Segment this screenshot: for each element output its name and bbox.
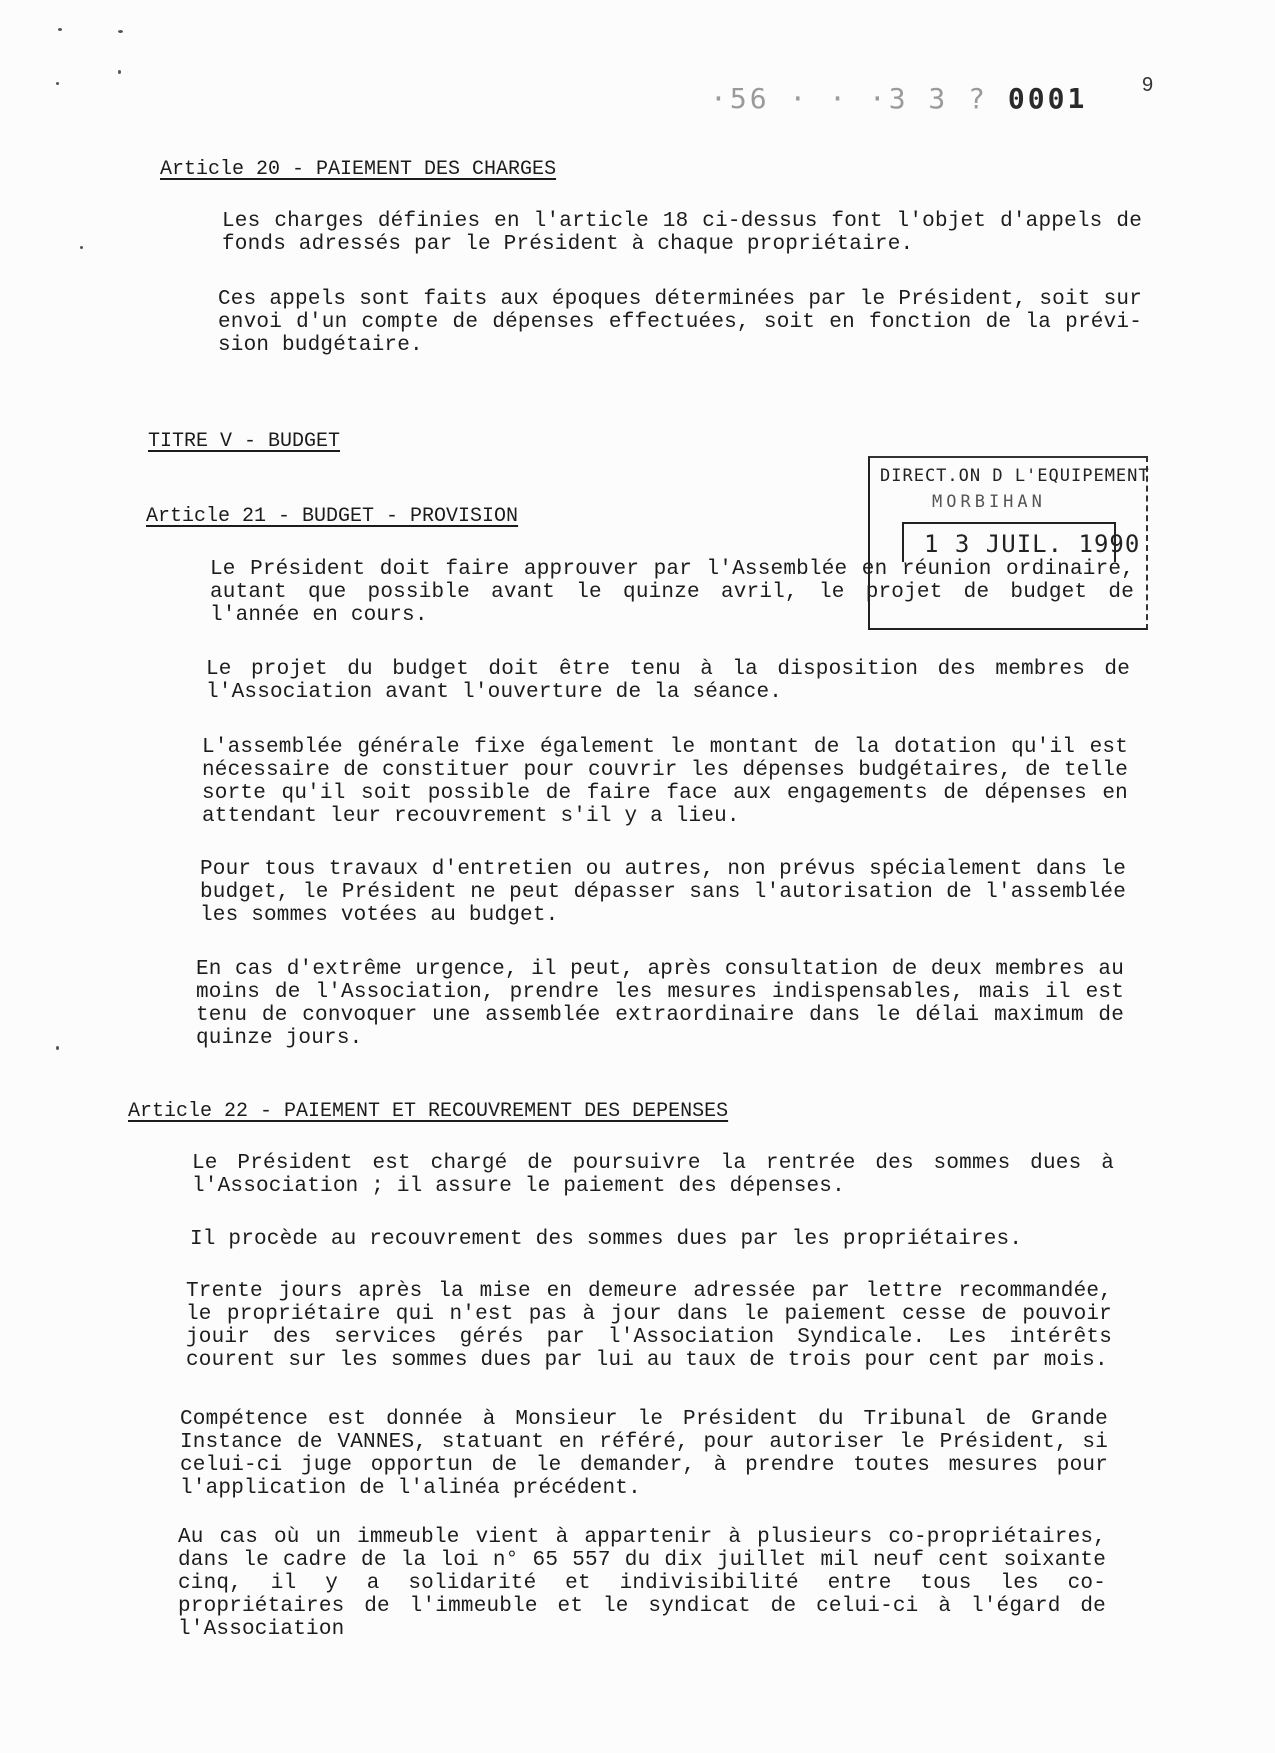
titre-v-title: TITRE V - BUDGET bbox=[148, 430, 341, 453]
scan-speck bbox=[118, 70, 121, 74]
scan-speck bbox=[58, 28, 62, 31]
reference-code-faded: ·56 · · ·3 3 ? bbox=[710, 82, 989, 115]
article-21-paragraph: Le Président doit faire approuver par l'Assemblée en réunion ordinaire, autant que possible avant le quinze avril, le projet de budget de l'année en cours. bbox=[210, 558, 1134, 627]
page-number: 9 bbox=[1142, 74, 1154, 96]
article-22-paragraph: Le Président est chargé de poursuivre la rentrée des sommes dues à l'Association ; il assure le paiement des dépenses. bbox=[192, 1152, 1114, 1198]
article-21-paragraph: L'assemblée générale fixe également le montant de la dotation qu'il est nécessaire de constituer pour couvrir les dépenses budgétaires, de telle sorte qu'il soit possible de faire face aux engagements de dépenses en attendant leur recouvrement s'il y a lieu. bbox=[202, 736, 1128, 828]
scan-speck bbox=[56, 1046, 59, 1050]
article-22-paragraph: Trente jours après la mise en demeure adressée par lettre recommandée, le propriétaire qui n'est pas à jour dans le paiement cesse de pouvoir jouir des services gérés par l'Association Syndicale. Les intérêts courent sur les sommes dues par lui au taux de trois pour cent par mois. bbox=[186, 1280, 1112, 1372]
article-21-paragraph: Pour tous travaux d'entretien ou autres, non prévus spécialement dans le budget, le Président ne peut dépasser sans l'autorisation de l'assemblée les sommes votées au budget. bbox=[200, 858, 1126, 927]
article-22-paragraph: Il procède au recouvrement des sommes dues par les propriétaires. bbox=[190, 1228, 1023, 1251]
article-22-paragraph: Au cas où un immeuble vient à appartenir à plusieurs co-propriétaires, dans le cadre de la loi n° 65 557 du dix juillet mil neuf cent soixante cinq, il y a solidarité et indivisibilité entre tous les co-propriétaires de l'immeuble et le syndicat de celui-ci à l'égard de l'Association bbox=[178, 1526, 1106, 1641]
reference-code-number: 0001 bbox=[1007, 82, 1088, 115]
article-20-paragraph: Ces appels sont faits aux époques déterminées par le Président, soit sur envoi d'un compte de dépenses effectuées, soit en fonction de la prévi-sion budgétaire. bbox=[218, 288, 1142, 357]
stamp-office: DIRECT.ON D L'EQUIPEMENT bbox=[880, 466, 1150, 486]
article-21-paragraph: En cas d'extrême urgence, il peut, après consultation de deux membres au moins de l'Association, prendre les mesures indispensables, mais il est tenu de convoquer une assemblée extraordinaire dans le délai maximum de quinze jours. bbox=[196, 958, 1124, 1050]
article-20-title: Article 20 - PAIEMENT DES CHARGES bbox=[160, 158, 557, 181]
article-21-title: Article 21 - BUDGET - PROVISION bbox=[146, 505, 519, 528]
stamp-date-box bbox=[902, 522, 1141, 562]
article-21-paragraph: Le projet du budget doit être tenu à la disposition des membres de l'Association avant l'ouverture de la séance. bbox=[206, 658, 1130, 704]
reference-code bbox=[710, 82, 1087, 115]
stamp-department: MORBIHAN bbox=[932, 492, 1046, 512]
scan-speck bbox=[80, 246, 83, 249]
article-22-paragraph: Compétence est donnée à Monsieur le Président du Tribunal de Grande Instance de VANNES, statuant en référé, pour autoriser le Président, si celui-ci juge opportun de le demander, à prendre toutes mesures pour l'application de l'alinéa précédent. bbox=[180, 1408, 1108, 1500]
scan-speck bbox=[118, 30, 123, 33]
scan-speck bbox=[56, 82, 59, 85]
article-22-title: Article 22 - PAIEMENT ET RECOUVREMENT DES DEPENSES bbox=[128, 1100, 729, 1123]
article-20-paragraph: Les charges définies en l'article 18 ci-dessus font l'objet d'appels de fonds adressés par le Président à chaque propriétaire. bbox=[222, 210, 1142, 256]
stamp-date: 1 3 JUIL. 1990 bbox=[924, 530, 1141, 558]
received-stamp bbox=[868, 456, 1148, 630]
